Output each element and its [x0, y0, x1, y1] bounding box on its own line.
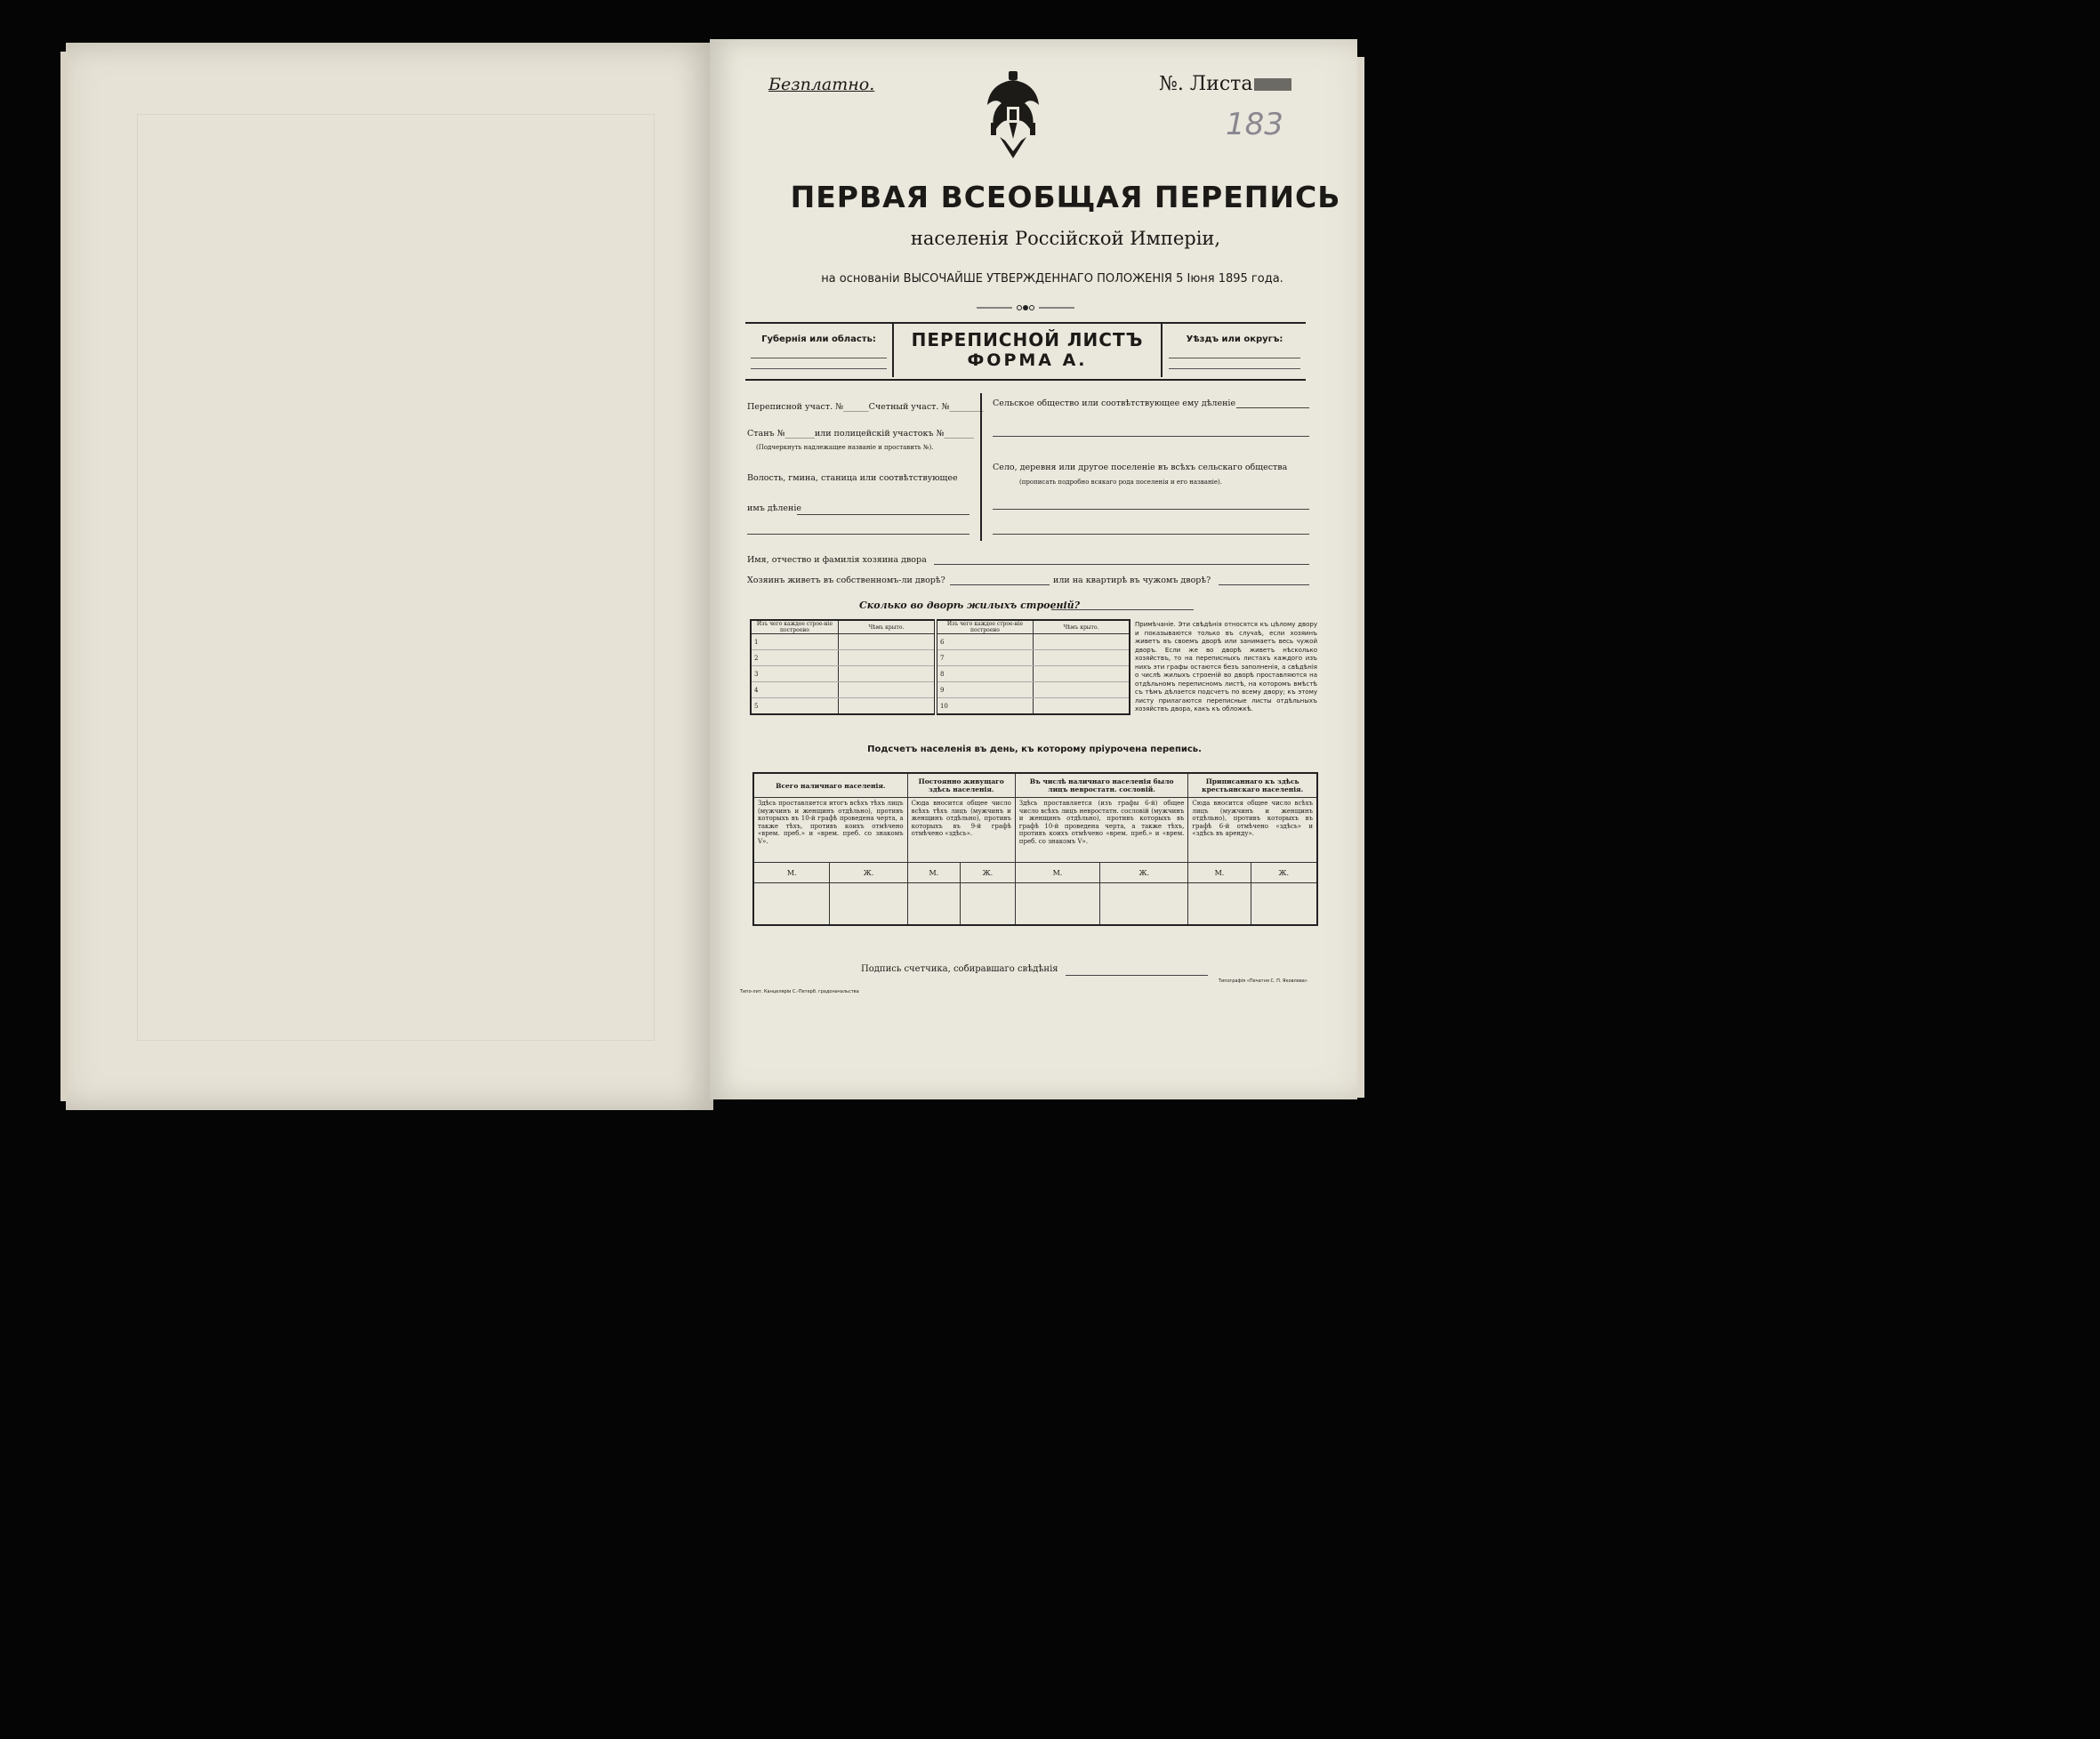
- ornamental-divider: [977, 303, 1074, 312]
- male-label: М.: [753, 863, 830, 883]
- col-permanent: Постоянно живущаго здѣсь населенія.: [907, 773, 1015, 798]
- page-stack-edge: [60, 52, 68, 1101]
- handwritten-number: 183: [1226, 107, 1283, 142]
- owner-name-line: [934, 564, 1309, 565]
- police-district-note: (Подчеркнуть надлежащее названіе и проставить №).: [756, 444, 934, 451]
- rural-society-line: [1236, 407, 1309, 408]
- desc-non-peasant: Здѣсь проставляется (изъ графы 6-й) общее число всѣхъ лицъ невростатн. сословій (мужчинъ и женщинъ отдѣльно), противъ которыхъ въ графѣ 10-й проведена черта, а также тѣхъ, противъ коихъ отмѣчено «врем. преб.» и «врем. преб. со знакомъ V».: [1015, 798, 1188, 863]
- female-label: Ж.: [830, 863, 907, 883]
- rented-yard-line: [1219, 584, 1309, 585]
- police-district-field: Станъ №_______или полицейскій участокъ №_______: [747, 429, 974, 439]
- male-label: М.: [1015, 863, 1099, 883]
- owner-name-field: Имя, отчество и фамилія хозяина двора: [747, 555, 927, 565]
- volost-line: [797, 514, 970, 515]
- col-header-material-2: Изъ чего каждое строе-ніе построено: [936, 620, 1034, 634]
- male-label: М.: [1188, 863, 1251, 883]
- female-label: Ж.: [961, 863, 1016, 883]
- table-row: [751, 634, 1130, 650]
- form-basis-text: на основаніи ВЫСОЧАЙШЕ УТВЕРЖДЕННАГО ПОЛОЖЕНІЯ 5 Іюня 1895 года.: [821, 272, 1283, 286]
- census-district-field: Переписной участ. №______Счетный участ. №________: [747, 402, 984, 412]
- rural-society-line-2: [993, 436, 1309, 437]
- male-label: М.: [907, 863, 960, 883]
- table-row: [753, 883, 1317, 926]
- province-line-2: [751, 368, 887, 369]
- district-field: [1163, 324, 1306, 377]
- volost-division-field: имъ дѣленіе: [747, 503, 802, 513]
- form-subtitle: населенія Россійской Имперіи,: [910, 228, 1221, 249]
- buildings-table: [750, 619, 1130, 715]
- row-number: 3: [751, 666, 838, 682]
- volost-field: Волость, гмина, станица или соотвѣтствующее: [747, 473, 958, 483]
- page-stack-edge: [1357, 57, 1364, 1098]
- buildings-question: Сколько во дворѣ жилыхъ строеній?: [859, 600, 1081, 611]
- form-title: ПЕРВАЯ ВСЕОБЩАЯ ПЕРЕПИСЬ: [790, 180, 1341, 214]
- row-number: 8: [936, 666, 1034, 682]
- volost-line-2: [747, 534, 970, 535]
- header-box: [745, 322, 1306, 381]
- row-number: 9: [936, 682, 1034, 698]
- col-header-roof-2: Чѣмъ крыто.: [1033, 620, 1130, 634]
- census-sheet-title: [894, 324, 1163, 377]
- double-headed-eagle-emblem: [982, 69, 1044, 165]
- col-header-material: Изъ чего каждое строе-ніе построено: [751, 620, 838, 634]
- own-yard-question: Хозяинъ живетъ въ собственномъ-ли дворѣ?: [747, 576, 945, 585]
- table-row: [751, 650, 1130, 666]
- row-number: 6: [936, 634, 1034, 650]
- buildings-line: [1051, 609, 1194, 610]
- village-field: Село, деревня или другое поселеніе въ всѣхъ сельскаго общества: [993, 463, 1288, 472]
- signature-line: [1066, 975, 1208, 976]
- population-count-title: Подсчетъ населенія въ день, къ которому пріурочена перепись.: [867, 745, 1202, 754]
- female-label: Ж.: [1251, 863, 1317, 883]
- sheet-number-label: [1159, 73, 1291, 95]
- row-number: 2: [751, 650, 838, 666]
- col-non-peasant: Въ числѣ наличнаго населенія было лицъ невростатн. сословій.: [1015, 773, 1188, 798]
- left-blank-page: [66, 43, 713, 1110]
- table-row: [751, 682, 1130, 698]
- buildings-note: Примѣчаніе. Эти свѣдѣнія относятся къ цѣлому двору и показываются только въ случаѣ, если хозяинъ живетъ въ своемъ дворѣ или занимаетъ весь чужой дворъ. Если же во дворѣ живетъ нѣсколько хозяйствъ, то на переписныхъ листахъ каждого изъ нихъ эти графы остаются безъ заполненія, а свѣдѣнія о числѣ жилыхъ строеній во дворѣ проставляются на отдѣльномъ переписномъ листѣ, на которомъ вмѣстѣ съ тѣмъ дѣлается подсчетъ по всему двору; къ этому листу прилагаются переписные листы отдѣльныхъ хозяйствъ двора, какъ къ обложкѣ.: [1135, 621, 1317, 713]
- province-field: [745, 324, 894, 377]
- population-table: [752, 772, 1318, 926]
- village-line: [993, 509, 1309, 510]
- ink-blot: [1254, 78, 1291, 91]
- desc-permanent: Сюда вносится общее число всѣхъ тѣхъ лицъ (мужчинъ и женщинъ отдѣльно), противъ которыхъ въ 9-й графѣ отмѣчено «здѣсь».: [907, 798, 1015, 863]
- desc-total-present: Здѣсь проставляется итогъ всѣхъ тѣхъ лицъ (мужчинъ и женщинъ отдѣльно), противъ которыхъ въ 10-й графѣ проведена черта, а также тѣхъ, противъ коихъ отмѣчено «врем. преб.» и «врем. преб. со знакомъ V».: [753, 798, 907, 863]
- own-yard-line: [950, 584, 1050, 585]
- bleed-through-frame: [137, 114, 655, 1041]
- printer-right: Типографія «Печатня С. П. Яковлева»: [1219, 978, 1307, 984]
- district-line-2: [1169, 368, 1300, 369]
- row-number: 7: [936, 650, 1034, 666]
- desc-registered-peasant: Сюда вносится общее число всѣхъ лицъ (мужчинъ и женщинъ отдѣльно), противъ которыхъ въ графѣ 6-й отмѣчено «здѣсь» и «здѣсь въ аренду».: [1188, 798, 1317, 863]
- table-row: [751, 698, 1130, 715]
- col-total-present: Всего наличнаго населенія.: [753, 773, 907, 798]
- enumerator-signature-field: Подпись счетчика, собиравшаго свѣдѣнія: [861, 964, 1058, 974]
- province-label: Губернія или область:: [761, 334, 876, 344]
- row-number: 1: [751, 634, 838, 650]
- printer-left: Типо-лит. Канцеляріи С.-Петерб. градоначальства: [740, 989, 859, 994]
- row-number: 10: [936, 698, 1034, 715]
- female-label: Ж.: [1100, 863, 1188, 883]
- col-registered-peasant: Приписаннаго къ здѣсь крестьянскаго населенія.: [1188, 773, 1317, 798]
- village-note: (прописать подробно всякаго рода поселенія и его названіе).: [1019, 479, 1222, 486]
- free-label: Безплатно.: [768, 75, 875, 94]
- table-row: [751, 666, 1130, 682]
- district-label: Уѣздъ или округъ:: [1186, 334, 1283, 344]
- rural-society-field: Сельское общество или соотвѣтствующее ему дѣленіе: [993, 399, 1236, 408]
- field-separator: [980, 393, 982, 541]
- village-line-2: [993, 534, 1309, 535]
- census-sheet-line1: ПЕРЕПИСНОЙ ЛИСТЪ: [911, 329, 1144, 350]
- census-form-page: [710, 39, 1357, 1099]
- rented-yard-question: или на квартирѣ въ чужомъ дворѣ?: [1053, 576, 1211, 585]
- col-header-roof: Чѣмъ крыто.: [838, 620, 936, 634]
- row-number: 4: [751, 682, 838, 698]
- sheet-number-text: №. Листа: [1159, 73, 1253, 95]
- census-sheet-line2: ФОРМА А.: [967, 350, 1088, 370]
- row-number: 5: [751, 698, 838, 715]
